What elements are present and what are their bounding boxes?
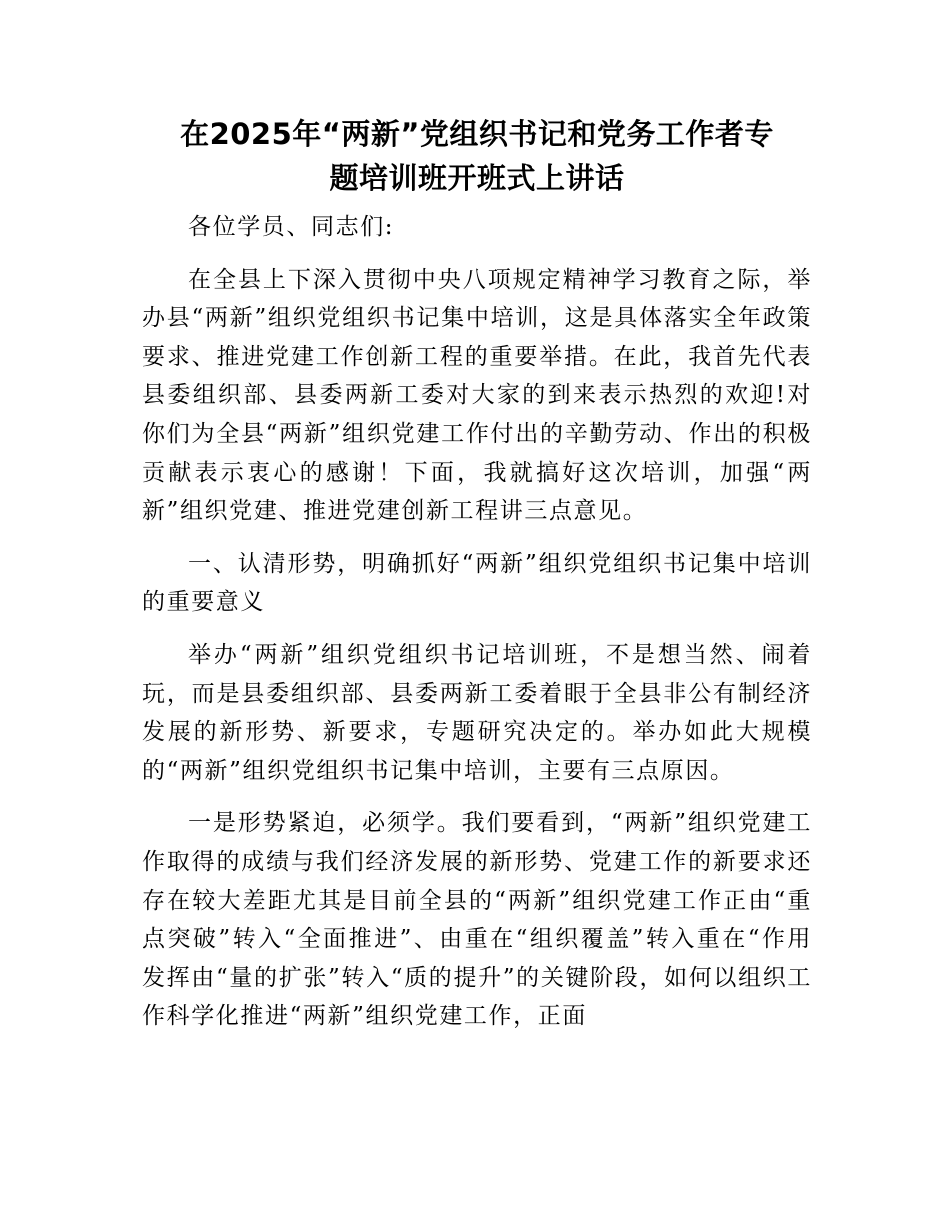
paragraph-significance: 举办“两新”组织党组织书记培训班，不是想当然、闹着玩，而是县委组织部、县委两新工委着眼于全县非公有制经济发展的新形势、新要求，专题研究决定的。举办如此大规模的“两新”组织党组织书记集中培训，主要有三点原因。 — [142, 641, 812, 784]
paragraph-reason-1: 一是形势紧迫，必须学。我们要看到，“两新”组织党建工作取得的成绩与我们经济发展的新形势、党建工作的新要求还存在较大差距尤其是目前全县的“两新”组织党建工作正由“重点突破”转入“全面推进”、由重在“组织覆盖”转入重在“作用发挥由“量的扩张”转入“质的提升”的关键阶段，如何以组织工作科学化推进“两新”组织党建工作，正面 — [142, 810, 812, 1030]
paragraph-opening: 在全县上下深入贯彻中央八项规定精神学习教育之际，举办县“两新”组织党组织书记集中培训，这是具体落实全年政策要求、推进党建工作创新工程的重要举措。在此，我首先代表县委组织部、县委两新工委对大家的到来表示热烈的欢迎!对你们为全县“两新”组织党建工作付出的辛勤劳动、作出的积极贡献表示衷心的感谢！下面，我就搞好这次培训，加强“两新”组织党建、推进党建创新工程讲三点意见。 — [142, 266, 812, 525]
title-line-1: 在2025年“两新”党组织书记和党务工作者专 — [180, 117, 774, 151]
section-heading-1: 一、认清形势，明确抓好“两新”组织党组织书记集中培训的重要意义 — [142, 550, 812, 616]
document-title — [142, 112, 812, 200]
title-line-2: 题培训班开班式上讲话 — [329, 161, 625, 195]
salutation: 各位学员、同志们: — [188, 214, 395, 240]
document-page — [142, 112, 812, 1036]
